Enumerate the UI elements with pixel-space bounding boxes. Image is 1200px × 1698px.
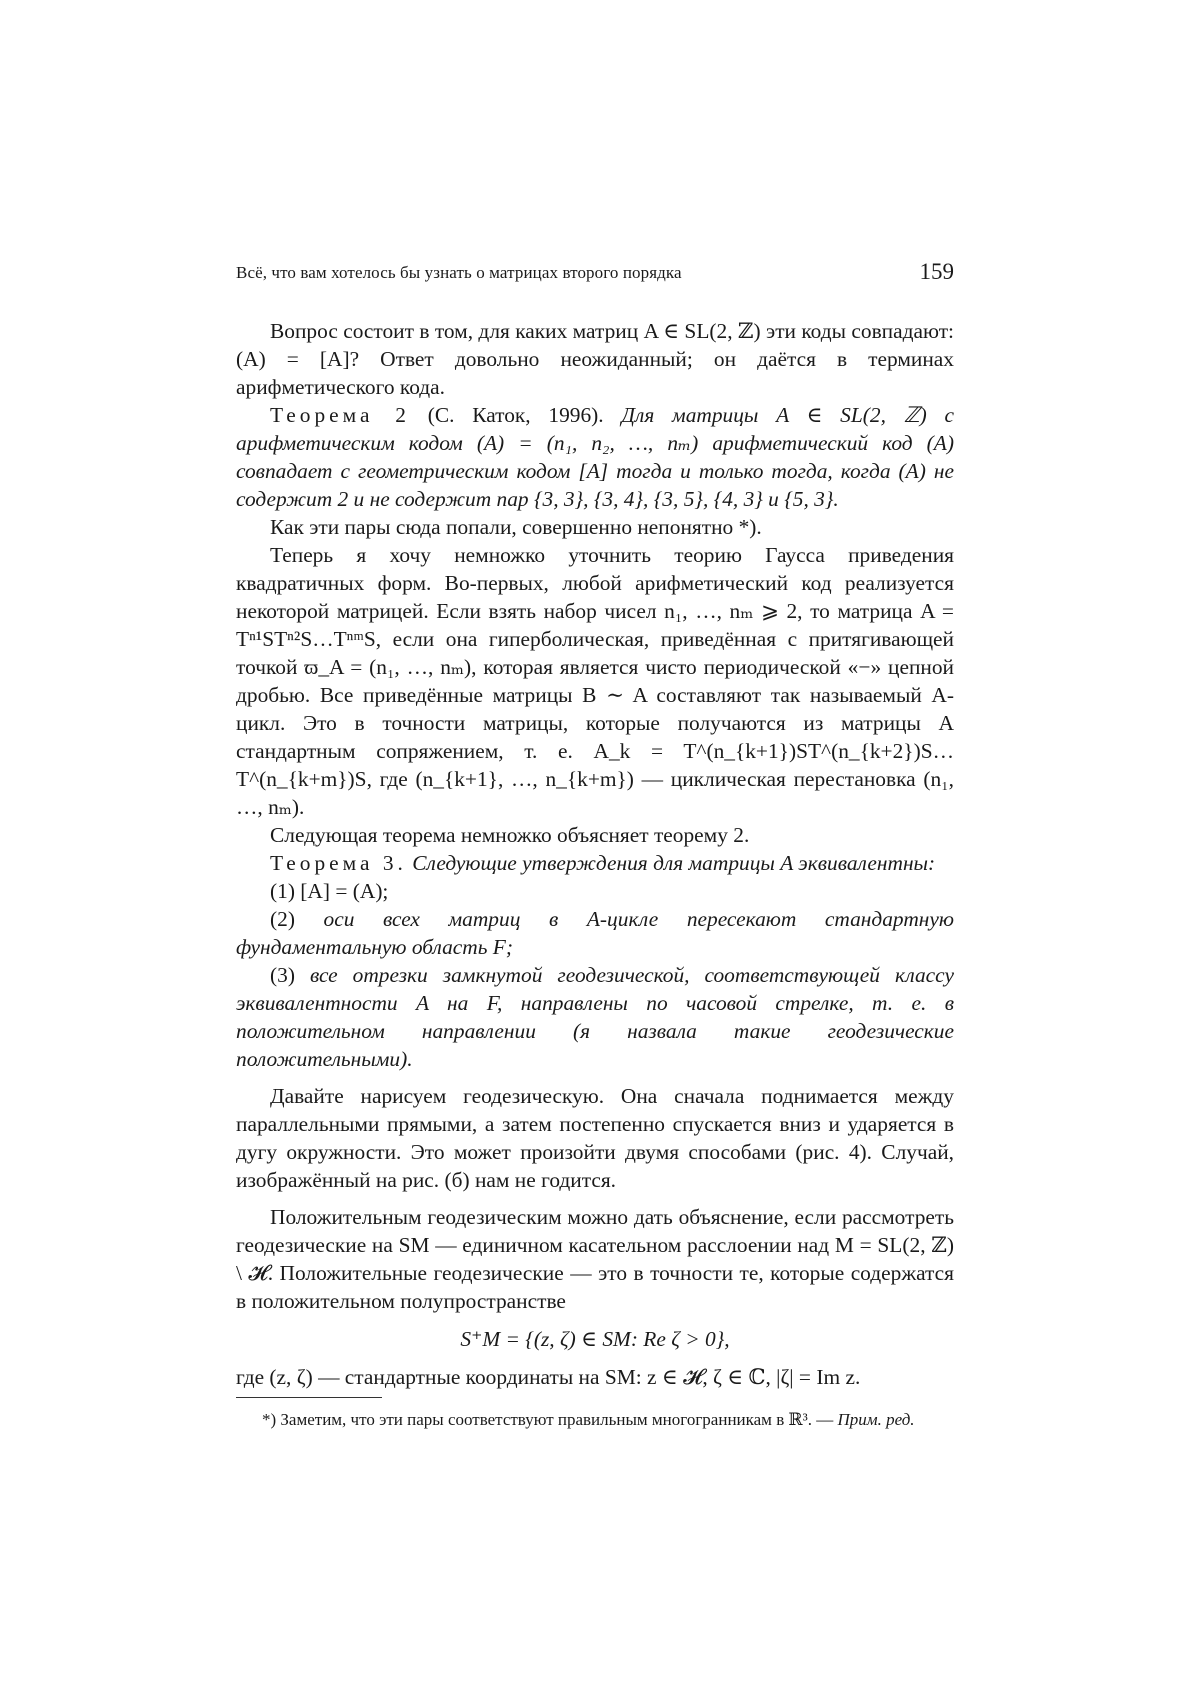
item-3-text: все отрезки замкнутой геодезической, соответствующей классу эквивалентности A на F, направлены по часовой стрелке, т. е. в положительном направлении (я назвала такие геодезические положительными). xyxy=(236,963,954,1071)
footnote-editor-note: Прим. ред. xyxy=(837,1410,915,1429)
theorem-3-statement: Следующие утверждения для матрицы A эквивалентны: xyxy=(406,851,936,875)
display-formula: S⁺M = {(z, ζ) ∈ SM: Re ζ > 0}, xyxy=(460,1327,730,1351)
theorem-3 xyxy=(236,849,954,877)
paragraph-6: Положительным геодезическим можно дать объяснение, если рассмотреть геодезические на SM — единичном касательном расслоении над M = SL(2, ℤ) \ 𝓗. Положительные геодезические — это в точности те, которые содержатся в положительном полупространстве xyxy=(236,1205,954,1313)
item-2-number: (2) xyxy=(270,907,324,931)
theorem-2-statement: Для матрицы A ∈ SL(2, ℤ) с арифметическим кодом (A) = (n₁, n₂, …, nₘ) арифметический код (A) совпадает с геометрическим кодом [A] тогда и только тогда, когда (A) не содержит 2 и не содержит пар {3, 3}, {3, 4}, {3, 5}, {4, 3} и {5, 3}. xyxy=(236,403,954,511)
paragraph-5: Давайте нарисуем геодезическую. Она сначала поднимается между параллельными прямыми, а затем постепенно спускается вниз и ударяется в дугу окружности. Это может произойти двумя способами (рис. 4). Случай, изображённый на рис. (б) нам не годится. xyxy=(236,1084,954,1192)
item-3-number: (3) xyxy=(270,963,310,987)
theorem-3-label: Теорема 3. xyxy=(270,851,407,875)
page-number: 159 xyxy=(919,259,954,284)
paragraph-1: Вопрос состоит в том, для каких матриц A ∈ SL(2, ℤ) эти коды совпадают: (A) = [A]? Ответ довольно неожиданный; он даётся в терминах арифметического кода. xyxy=(236,319,954,399)
paragraph-4: Следующая теорема немножко объясняет теорему 2. xyxy=(270,823,750,847)
theorem-3-item-2 xyxy=(236,905,954,961)
footnote xyxy=(236,1408,954,1431)
running-header xyxy=(236,259,954,289)
theorem-3-item-3 xyxy=(236,961,954,1073)
running-title: Всё, что вам хотелось бы узнать о матрицах второго порядка xyxy=(236,263,682,282)
footnote-divider xyxy=(236,1397,382,1398)
theorem-2-source: (С. Каток, 1996). xyxy=(409,403,622,427)
paragraph-3: Теперь я хочу немножко уточнить теорию Гаусса приведения квадратичных форм. Во-первых, любой арифметический код реализуется некоторой матрицей. Если взять набор чисел n₁, …, nₘ ⩾ 2, то матрица A = Tⁿ¹STⁿ²S…TⁿᵐS, если она гиперболическая, приведённая с притягивающей точкой ϖ_A = (n₁, …, nₘ), которая является чисто периодической «−» цепной дробью. Все приведённые матрицы B ∼ A составляют так называемый A-цикл. Это в точности матрицы, которые получаются из матрицы A стандартным сопряжением, т. е. A_k = T^(n_{k+1})ST^(n_{k+2})S…T^(n_{k+m})S, где (n_{k+1}, …, n_{k+m}) — циклическая перестановка (n₁, …, nₘ). xyxy=(236,543,954,819)
theorem-2 xyxy=(236,401,954,513)
page-body xyxy=(236,317,954,1431)
paragraph-7: где (z, ζ) — стандартные координаты на SM: z ∈ 𝓗, ζ ∈ ℂ, |ζ| = Im z. xyxy=(236,1365,861,1389)
paragraph-2: Как эти пары сюда попали, совершенно непонятно *). xyxy=(270,515,762,539)
theorem-2-label: Теорема 2 xyxy=(270,403,410,427)
theorem-3-item-1: (1) [A] = (A); xyxy=(270,879,389,903)
item-2-text: оси всех матриц в A-цикле пересекают стандартную фундаментальную область F; xyxy=(236,907,954,959)
footnote-text: *) Заметим, что эти пары соответствуют правильным многогранникам в ℝ³. — xyxy=(262,1410,838,1429)
